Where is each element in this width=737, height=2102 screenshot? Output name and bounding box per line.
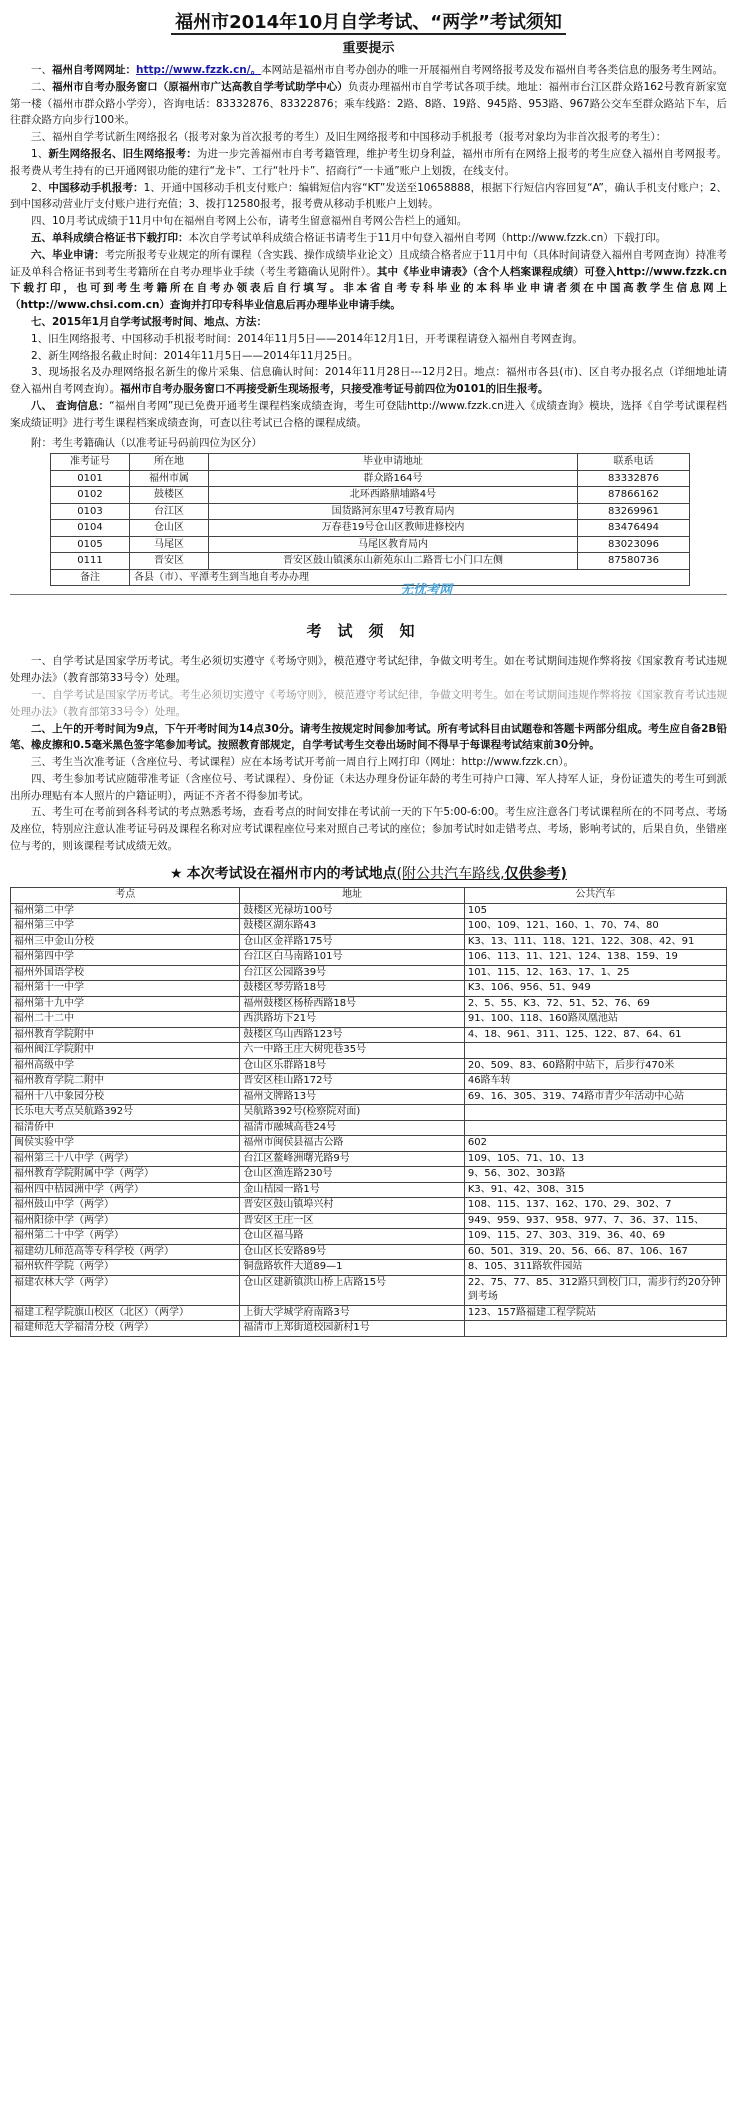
- table-cell: 602: [464, 1136, 726, 1152]
- table-cell: 0105: [51, 536, 130, 553]
- table-row: [11, 1120, 727, 1136]
- table-cell: 晋安区鼓山镇埠兴村: [240, 1198, 464, 1214]
- table-cell: 福州鼓楼区杨桥西路18号: [240, 996, 464, 1012]
- table-cell: 福州二十二中: [11, 1012, 240, 1028]
- table-cell: K3、91、42、308、315: [464, 1182, 726, 1198]
- table-cell: 台江区公园路39号: [240, 965, 464, 981]
- table-cell: 鼓楼区: [130, 487, 209, 504]
- table-row: [11, 1275, 727, 1305]
- notice-item-2: 二、福州市自考办服务窗口（原福州市广达高教自学考试助学中心）负责办理福州市自学考试各项手续。地址：福州市台江区群众路162号教育新家宽第一楼（福州市群众路小学旁），咨询电话：83332876、83322876；乘车线路：2路、8路、19路、945路、953路、967路公交车至群众路站下车，后往群众路方向步行100米。: [10, 80, 727, 127]
- table-row: [11, 1198, 727, 1214]
- table-cell: 仓山区长安路89号: [240, 1244, 464, 1260]
- header-cell: 公共汽车: [464, 888, 726, 904]
- exam-sites-header: [11, 888, 727, 904]
- notice-item-1: 一、福州自考网网址：http://www.fzzk.cn/。本网站是福州市自考办创办的唯一开展福州自考网络报考及发布福州自考各类信息的服务考生网站。: [31, 63, 724, 76]
- table-cell: 福州教育学院附中: [11, 1027, 240, 1043]
- table-row: [11, 1027, 727, 1043]
- table-row: [11, 1136, 727, 1152]
- table-cell: 0102: [51, 487, 130, 504]
- exam-item-1: 一、自学考试是国家学历考试。考生必须切实遵守《考场守则》，模范遵守考试纪律，争做文明考生。如在考试期间违规作弊将按《国家教育考试违规处理办法》（教育部第33号令）处理。: [10, 655, 727, 685]
- table-row: [11, 1305, 727, 1321]
- table-cell: 鼓楼区光禄坊100号: [240, 903, 464, 919]
- table-cell: 台江区鳌峰洲曙光路9号: [240, 1151, 464, 1167]
- table-cell: 83023096: [578, 536, 690, 553]
- table-cell: 福州第二中学: [11, 903, 240, 919]
- table-cell: 20、509、83、60路附中站下，后步行470米: [464, 1058, 726, 1074]
- table-row: [51, 536, 690, 553]
- table-cell: 0103: [51, 503, 130, 520]
- exam-item-4: 四、考生参加考试应随带准考证（含座位号、考试课程）、身份证（未达办理身份证年龄的考生可持户口簿、军人持军人证，身份证遗失的考生可到派出所办理贴有本人照片的户籍证明），两证不齐者不得参加考试。: [10, 772, 727, 802]
- table-cell: 仓山区乐群路18号: [240, 1058, 464, 1074]
- notice-item-8: 八、 查询信息：“福州自考网”现已免费开通考生课程档案成绩查询，考生可登陆http://www.fzzk.cn进入《成绩查询》模块，选择《自学考试课程档案成绩证明》进行考生课程档案成绩查询，可查以往考试已合格的课程成绩。: [10, 399, 728, 429]
- table-row: [11, 1321, 727, 1337]
- table-cell: 国货路河东里47号教育局内: [209, 503, 578, 520]
- table-row: [11, 1151, 727, 1167]
- table-cell: 101、115、12、163、17、1、25: [464, 965, 726, 981]
- table-cell: 仓山区: [130, 520, 209, 537]
- exam-sites-title: ★ 本次考试设在福州市内的考试地点(附公共汽车路线,仅供参考): [170, 865, 567, 882]
- table-cell: 0104: [51, 520, 130, 537]
- table-cell: 福州四中桔园洲中学（两学）: [11, 1182, 240, 1198]
- star-icon: ★: [170, 865, 183, 882]
- table-cell: 福建农林大学（两学）: [11, 1275, 240, 1305]
- table-cell: 福州市属: [130, 470, 209, 487]
- table-cell: 9、56、302、303路: [464, 1167, 726, 1183]
- table-cell: [464, 1321, 726, 1337]
- table-cell: 109、115、27、303、319、36、40、69: [464, 1229, 726, 1245]
- table-cell: 吴航路392号(检察院对面): [240, 1105, 464, 1121]
- registration-caption: 附：考生考籍确认（以准考证号码前四位为区分）: [31, 436, 262, 449]
- registration-table-header: [51, 454, 690, 471]
- table-cell: 福建工程学院旗山校区（北区）（两学）: [11, 1305, 240, 1321]
- table-cell: 福州市闽侯县福古公路: [240, 1136, 464, 1152]
- table-cell: 8、105、311路软件园站: [464, 1260, 726, 1276]
- table-row: [51, 487, 690, 504]
- table-cell: 福州阀江学院附中: [11, 1043, 240, 1059]
- table-cell: 仓山区建新镇洪山桥上店路15号: [240, 1275, 464, 1305]
- fzzk-website-link[interactable]: http://www.fzzk.cn/。: [136, 63, 262, 76]
- table-cell: 福州第十一中学: [11, 981, 240, 997]
- table-cell: 仓山区渔连路230号: [240, 1167, 464, 1183]
- table-cell: 铜盘路软件大道89—1: [240, 1260, 464, 1276]
- table-cell: [464, 1105, 726, 1121]
- table-cell: 福州阳徐中学（两学）: [11, 1213, 240, 1229]
- table-row: [11, 1167, 727, 1183]
- table-row: [11, 1229, 727, 1245]
- notice-item-7-1: 1、旧生网络报考、中国移动手机报考时间：2014年11月5日——2014年12月1日，开考课程请登入福州自考网查询。: [31, 332, 583, 345]
- header-cell: 联系电话: [578, 454, 690, 471]
- table-cell: 0111: [51, 553, 130, 570]
- notice-heading: 重要提示: [342, 41, 395, 57]
- header-cell: 毕业申请地址: [209, 454, 578, 471]
- table-cell: 晋安区: [130, 553, 209, 570]
- table-row: [51, 520, 690, 537]
- table-cell: 福建师范大学福清分校（两学）: [11, 1321, 240, 1337]
- table-cell: 上街大学城学府南路3号: [240, 1305, 464, 1321]
- table-cell: 金山桔园一路1号: [240, 1182, 464, 1198]
- table-cell: 福州十八中象园分校: [11, 1089, 240, 1105]
- table-cell: 福建幼儿师范高等专科学校（两学）: [11, 1244, 240, 1260]
- table-cell: 0101: [51, 470, 130, 487]
- table-cell: 83332876: [578, 470, 690, 487]
- page-title: 福州市2014年10月自学考试、“两学”考试须知: [10, 10, 727, 35]
- table-cell: 123、157路福建工程学院站: [464, 1305, 726, 1321]
- header-cell: 所在地: [130, 454, 209, 471]
- table-cell: 4、18、961、311、125、122、87、64、61: [464, 1027, 726, 1043]
- table-cell: 100、109、121、160、1、70、74、80: [464, 919, 726, 935]
- table-cell: 六一中路王庄大树兜巷35号: [240, 1043, 464, 1059]
- table-cell: 福州外国语学校: [11, 965, 240, 981]
- table-row: [51, 470, 690, 487]
- exam-item-2: 二、上午的开考时间为9点，下午开考时间为14点30分。请考生按规定时间参加考试。所有考试科目由试题卷和答题卡两部分组成。考生应自备2B铅笔、橡皮擦和0.5毫米黑色签字笔参加考试。按照教育部规定，自学考试考生交卷出场时间不得早于每课程考试结束前30分钟。: [10, 722, 727, 752]
- table-cell: 福清侨中: [11, 1120, 240, 1136]
- notice-item-7-heading: 七、2015年1月自学考试报考时间、地点、方法：: [31, 315, 268, 328]
- table-row: [11, 1105, 727, 1121]
- table-cell: 福州第二十中学（两学）: [11, 1229, 240, 1245]
- exam-sites-body: [11, 903, 727, 1336]
- table-cell: 109、105、71、10、13: [464, 1151, 726, 1167]
- table-cell: 46路车转: [464, 1074, 726, 1090]
- table-row: [11, 981, 727, 997]
- table-cell: 闽侯实验中学: [11, 1136, 240, 1152]
- table-row: [51, 503, 690, 520]
- table-cell: 马尾区教育局内: [209, 536, 578, 553]
- notice-item-5: 五、单科成绩合格证书下载打印：本次自学考试单科成绩合格证书请考生于11月中旬登入福州自考网（http://www.fzzk.cn）下载打印。: [31, 231, 667, 244]
- table-cell: K3、106、956、51、949: [464, 981, 726, 997]
- exam-item-3: 三、考生当次准考证（含座位号、考试课程）应在本场考试开考前一周自行上网打印（网址：http://www.fzzk.cn）。: [31, 756, 575, 769]
- table-cell: 83476494: [578, 520, 690, 537]
- table-cell: 鼓楼区琴劳路18号: [240, 981, 464, 997]
- table-cell: 87866162: [578, 487, 690, 504]
- table-cell: 福州软件学院（两学）: [11, 1260, 240, 1276]
- registration-remark-row: [51, 569, 690, 586]
- table-row: [11, 1058, 727, 1074]
- table-cell: 台江区白马南路101号: [240, 950, 464, 966]
- header-cell: 考点: [11, 888, 240, 904]
- header-cell: 准考证号: [51, 454, 130, 471]
- table-cell: [464, 1043, 726, 1059]
- table-cell: 91、100、118、160路凤凰池站: [464, 1012, 726, 1028]
- table-cell: 晋安区鼓山镇溪东山新苑东山二路晋七小门口左侧: [209, 553, 578, 570]
- table-cell: 87580736: [578, 553, 690, 570]
- table-cell: [464, 1120, 726, 1136]
- table-row: [11, 934, 727, 950]
- table-cell: 22、75、77、85、312路只到校门口，需步行约20分钟到考场: [464, 1275, 726, 1305]
- header-cell: 地址: [240, 888, 464, 904]
- notice-item-7-2: 2、新生网络报名截止时间：2014年11月5日——2014年11月25日。: [31, 349, 359, 362]
- table-cell: 台江区: [130, 503, 209, 520]
- table-row: [11, 1012, 727, 1028]
- table-row: [11, 1260, 727, 1276]
- table-row: [11, 1213, 727, 1229]
- table-cell: 69、16、305、319、74路市青少年活动中心站: [464, 1089, 726, 1105]
- table-cell: 福州三中金山分校: [11, 934, 240, 950]
- table-cell: 949、959、937、958、977、7、36、37、115、: [464, 1213, 726, 1229]
- table-cell: 晋安区桂山路172号: [240, 1074, 464, 1090]
- table-row: [11, 1074, 727, 1090]
- table-cell: 鼓楼区乌山西路123号: [240, 1027, 464, 1043]
- table-cell: 晋安区王庄一区: [240, 1213, 464, 1229]
- table-cell: 108、115、137、162、170、29、302、7: [464, 1198, 726, 1214]
- table-cell: 福州高级中学: [11, 1058, 240, 1074]
- notice-item-4: 四、10月考试成绩于11月中旬在福州自考网上公布，请考生留意福州自考网公告栏上的通知。: [31, 215, 468, 228]
- table-cell: 福州教育学院二附中: [11, 1074, 240, 1090]
- table-row: [11, 903, 727, 919]
- table-cell: 福州第三中学: [11, 919, 240, 935]
- table-cell: 群众路164号: [209, 470, 578, 487]
- table-row: [11, 1182, 727, 1198]
- table-cell: 106、113、11、121、124、138、159、19: [464, 950, 726, 966]
- table-row: [51, 553, 690, 570]
- exam-notice-heading: 考试须知: [306, 622, 431, 641]
- table-row: [11, 996, 727, 1012]
- table-row: [11, 950, 727, 966]
- table-cell: 60、501、319、20、56、66、87、106、167: [464, 1244, 726, 1260]
- table-cell: 福州教育学院附属中学（两学）: [11, 1167, 240, 1183]
- table-row: [11, 1089, 727, 1105]
- table-cell: 福清市上郑街道校园新村1号: [240, 1321, 464, 1337]
- table-cell: K3、13、111、118、121、122、308、42、91: [464, 934, 726, 950]
- table-cell: 西洪路坊下21号: [240, 1012, 464, 1028]
- remark-label: 备注: [51, 569, 130, 586]
- table-cell: 仓山区福马路: [240, 1229, 464, 1245]
- table-cell: 万春巷19号仓山区教师进修校内: [209, 520, 578, 537]
- table-cell: 仓山区金祥路175号: [240, 934, 464, 950]
- table-cell: 福州第十九中学: [11, 996, 240, 1012]
- table-row: [11, 965, 727, 981]
- section-divider: [10, 583, 727, 613]
- registration-table: [50, 453, 690, 586]
- exam-sites-table: [10, 887, 727, 1337]
- table-cell: 长乐电大考点吴航路392号: [11, 1105, 240, 1121]
- table-row: [11, 1043, 727, 1059]
- remark-text: 各县（市）、平潭考生到当地自考办办理: [130, 569, 690, 586]
- exam-item-5: 五、考生可在考前到各科考试的考点熟悉考场，查看考点的时间安排在考试前一天的下午5:00-6:00。考生应注意各门考试课程所在的不同考点、考场及座位，特别应注意认准考证号码及课程名称对应考试课程座位号来对照自己考试的座位；参加考试时如走错考点、考场，影响考试的，后果自负，坐错座位与考的，则该课程考试成绩无效。: [10, 806, 727, 853]
- table-cell: 2、5、55、K3、72、51、52、76、69: [464, 996, 726, 1012]
- notice-item-3-2: 2、中国移动手机报考：1、开通中国移动手机支付账户：编辑短信内容“KT”发送至10658888，根据下行短信内容回复“A”，确认手机支付账户；2、到中国移动营业厅支付账户进行充值；3、拨打12580报考，报考费从移动手机账户上划转。: [10, 181, 727, 211]
- watermark-logo: 无忧考网: [400, 583, 453, 599]
- notice-item-7-3: 3、现场报名及办理网络报名新生的像片采集、信息确认时间：2014年11月28日---12月2日。地点：福州市各县(市)、区自考办报名点（详细地址请登入福州自考网查询）。福州市自考办服务窗口不再接受新生现场报考，只接受准考证号前四位为0101的旧生报考。: [10, 366, 727, 396]
- table-row: [11, 1244, 727, 1260]
- table-cell: 福州第四中学: [11, 950, 240, 966]
- table-cell: 福州鼓山中学（两学）: [11, 1198, 240, 1214]
- table-cell: 83269961: [578, 503, 690, 520]
- table-cell: 福州文牌路13号: [240, 1089, 464, 1105]
- registration-table-body: [51, 470, 690, 569]
- notice-item-3-1: 1、新生网络报名、旧生网络报考：为进一步完善福州市自考考籍管理，维护考生切身利益，福州市所有在网络上报考的考生应登入福州自考网报考。报考费从考生持有的已开通网银功能的建行“龙卡”、工行“牡丹卡”、招商行“一卡通”账户上划拨，在线支付。: [10, 147, 727, 177]
- notice-item-3: 三、福州自学考试新生网络报名（报考对象为首次报考的考生）及旧生网络报考和中国移动手机报考（报考对象均为非首次报考的考生）：: [31, 131, 667, 144]
- table-cell: 福清市融城高巷24号: [240, 1120, 464, 1136]
- table-cell: 鼓楼区湖东路43: [240, 919, 464, 935]
- table-cell: 105: [464, 903, 726, 919]
- table-cell: 马尾区: [130, 536, 209, 553]
- table-cell: 北环西路鼎埔路4号: [209, 487, 578, 504]
- table-row: [11, 919, 727, 935]
- table-cell: 福州第三十八中学（两学）: [11, 1151, 240, 1167]
- notice-item-6: 六、毕业申请：考完所报考专业规定的所有课程（含实践、操作成绩毕业论文）且成绩合格者应于11月中旬（具体时间请登入福州自考网查询）持准考证及单科合格证书到考生考籍所在自考办理毕业手续（考生考籍确认见附件）。其中《毕业申请表》（含个人档案课程成绩）可登入http://www.fzzk.cn下载打印，也可到考生考籍所在自考办领表后自行填写。非本省自考专科毕业的本科毕业申请者须在中国高教学生信息网上（http://www.chsi.com.cn）查询并打印专科毕业信息后再办理毕业申请手续。: [10, 248, 727, 312]
- exam-item-1-duplicate: 一、自学考试是国家学历考试。考生必须切实遵守《考场守则》，模范遵守考试纪律，争做文明考生。如在考试期间违规作弊将按《国家教育考试违规处理办法》（教育部第33号令）处理。: [10, 688, 727, 718]
